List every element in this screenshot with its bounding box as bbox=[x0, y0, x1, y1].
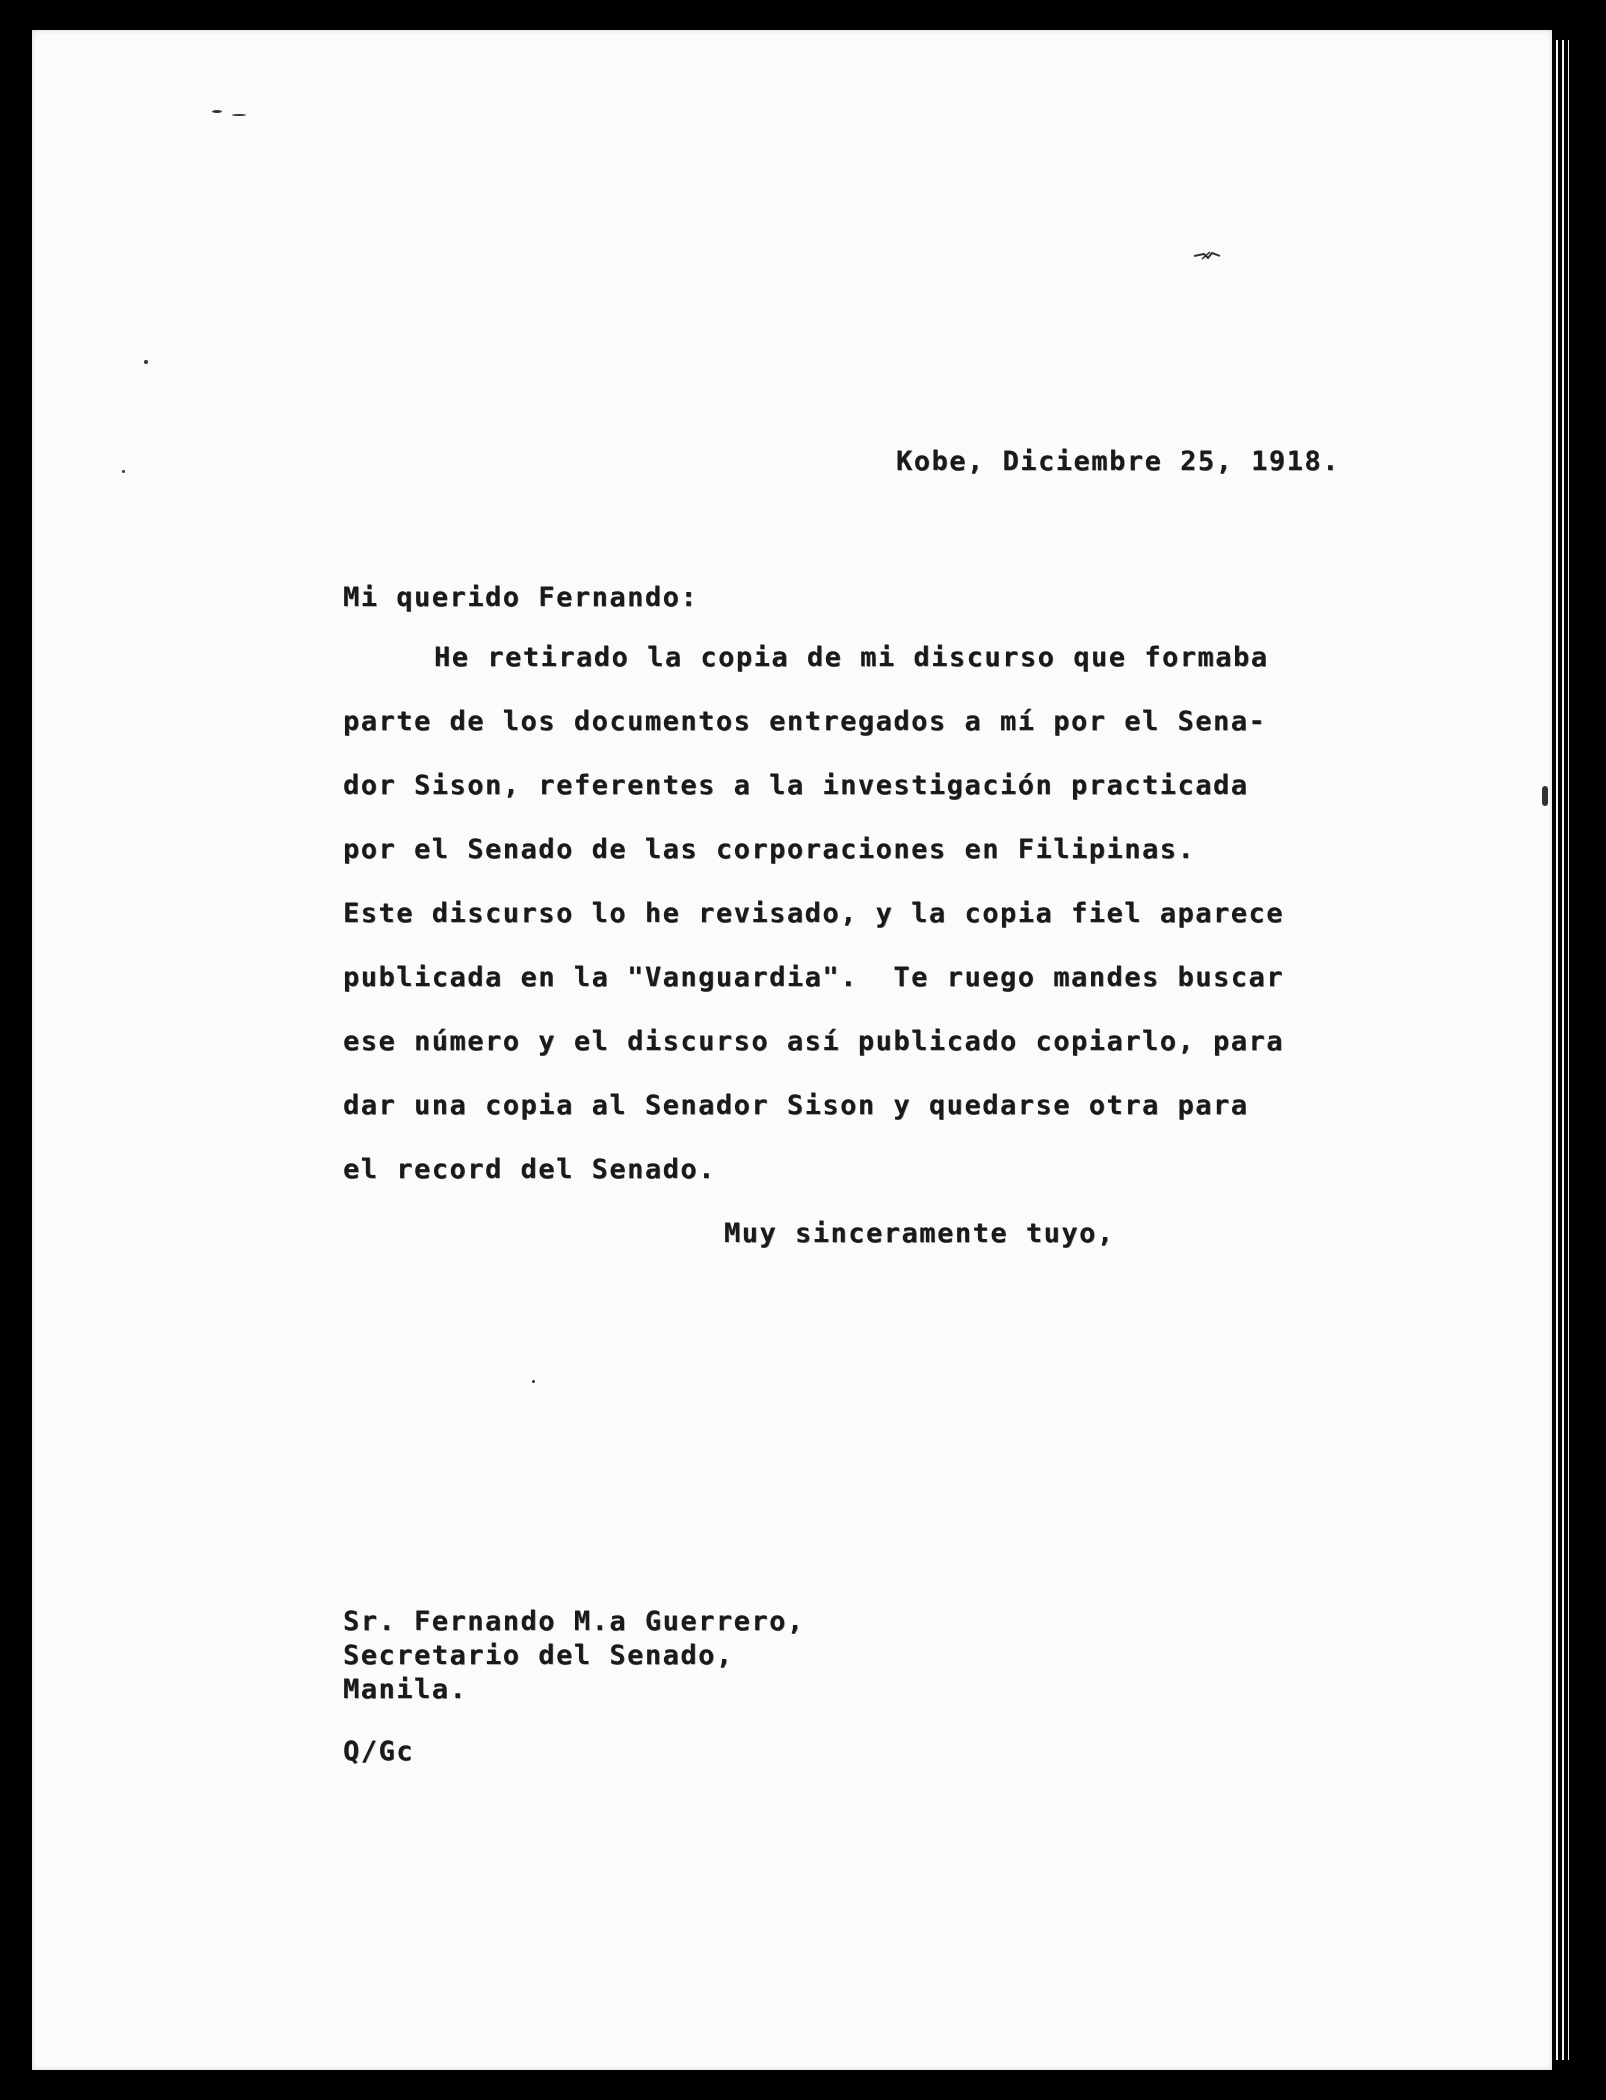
salutation: Mi querido Fernando: bbox=[343, 582, 699, 613]
body-line: ese número y el discurso así publicado copiarlo, para bbox=[343, 1026, 1285, 1057]
body-line: por el Senado de las corporaciones en Filipinas. bbox=[343, 834, 1196, 865]
ink-speck bbox=[212, 110, 222, 113]
ink-speck bbox=[122, 470, 125, 473]
body-line: parte de los documentos entregados a mí por el Sena- bbox=[343, 706, 1267, 737]
ink-speck bbox=[232, 114, 246, 116]
ink-speck bbox=[1542, 786, 1548, 806]
body-line: dor Sison, referentes a la investigación practicada bbox=[343, 770, 1249, 801]
recipient-title: Secretario del Senado, bbox=[343, 1640, 734, 1671]
recipient-name: Sr. Fernando M.a Guerrero, bbox=[343, 1606, 805, 1637]
reference-initials: Q/Gc bbox=[343, 1736, 415, 1767]
ink-speck bbox=[144, 360, 148, 364]
recipient-city: Manila. bbox=[343, 1674, 468, 1705]
smudge-mark-icon bbox=[1192, 250, 1222, 262]
ink-speck bbox=[532, 1380, 535, 1383]
underlying-sheet-edge bbox=[1562, 40, 1564, 2060]
closing: Muy sinceramente tuyo, bbox=[724, 1218, 1115, 1249]
underlying-sheet-edge bbox=[1556, 40, 1558, 2060]
underlying-sheet-edge bbox=[1568, 40, 1569, 2060]
body-line: Este discurso lo he revisado, y la copia fiel aparece bbox=[343, 898, 1285, 929]
body-line: He retirado la copia de mi discurso que formaba bbox=[434, 642, 1269, 673]
body-line: publicada en la "Vanguardia". Te ruego mandes buscar bbox=[343, 962, 1285, 993]
body-line: el record del Senado. bbox=[343, 1154, 716, 1185]
body-line: dar una copia al Senador Sison y quedarse otra para bbox=[343, 1090, 1249, 1121]
letter-date: Kobe, Diciembre 25, 1918. bbox=[896, 446, 1340, 477]
